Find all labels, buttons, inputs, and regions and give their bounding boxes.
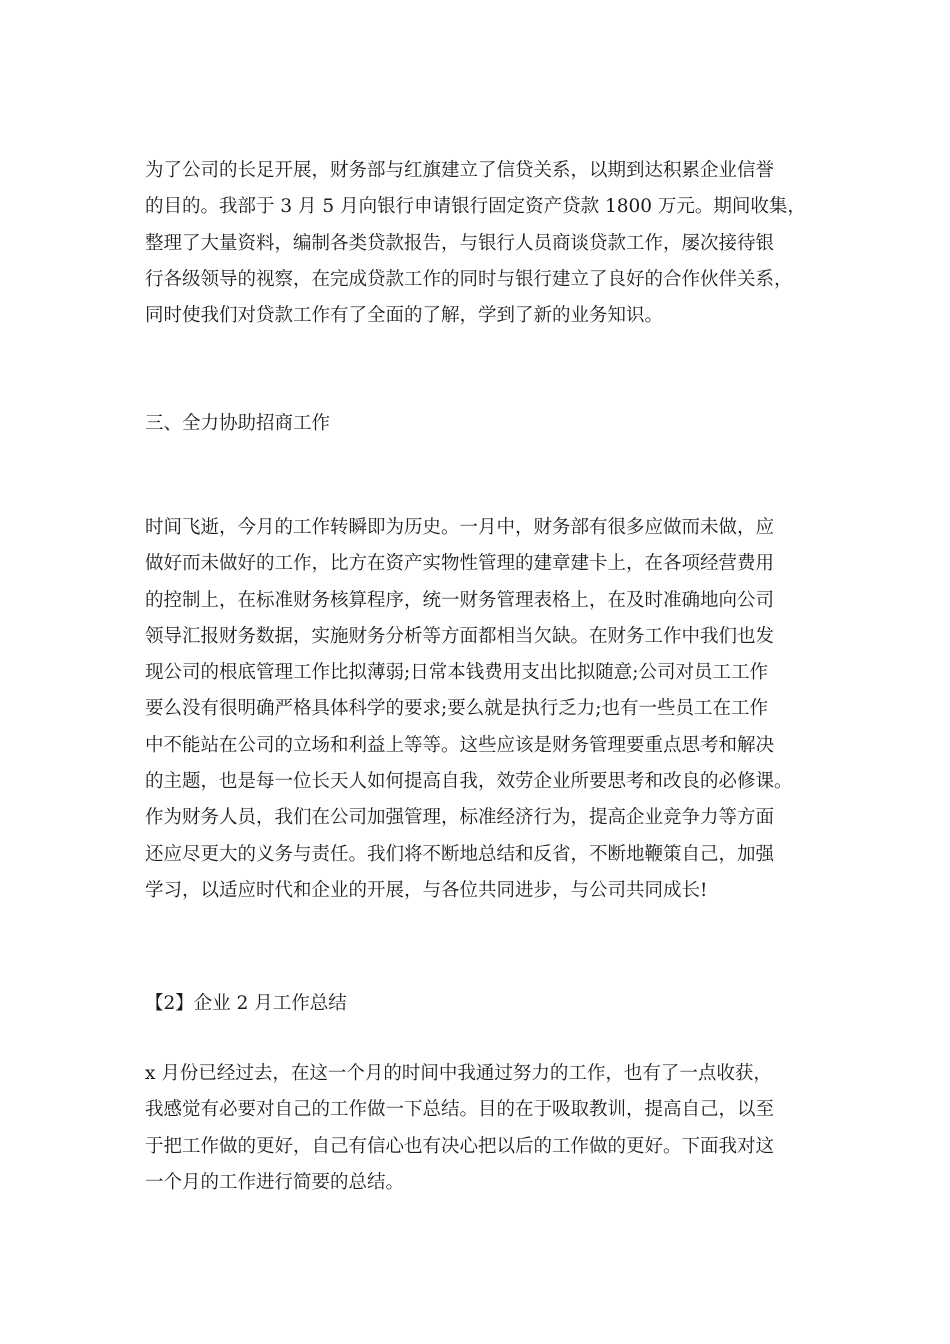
text-line: x 月份已经过去，在这一个月的时间中我通过努力的工作，也有了一点收获， [145,1063,772,1084]
text-line: 现公司的根底管理工作比拟薄弱;日常本钱费用支出比拟随意;公司对员工工作 [145,662,768,684]
text-line: 学习，以适应时代和企业的开展，与各位共同进步，与公司共同成长! [145,879,708,901]
text-line: 的控制上，在标准财务核算程序，统一财务管理表格上，在及时准确地向公司 [145,589,775,611]
text-line: 一个月的工作进行简要的总结。 [145,1171,405,1193]
text-line: 于把工作做的更好，自己有信心也有决心把以后的工作做的更好。下面我对这 [145,1135,775,1157]
text-line: 整理了大量资料，编制各类贷款报告，与银行人员商谈贷款工作，屡次接待银 [145,232,775,254]
text-line: 行各级领导的视察，在完成贷款工作的同时与银行建立了良好的合作伙伴关系， [145,268,793,290]
text-line: 作为财务人员，我们在公司加强管理，标准经济行为，提高企业竞争力等方面 [145,807,775,829]
paragraph-monthly-review [145,510,810,909]
text-line: 时间飞逝，今月的工作转瞬即为历史。一月中，财务部有很多应做而未做，应 [145,517,775,538]
text-line: 为了公司的长足开展，财务部与红旗建立了信贷关系，以期到达积累企业信誉 [145,160,775,181]
text-line: 要么没有很明确严格具体科学的要求;要么就是执行乏力;也有一些员工在工作 [145,698,768,720]
text-line: 做好而未做好的工作，比方在资产实物性管理的建章建卡上，在各项经营费用 [145,553,775,575]
text-line: 还应尽更大的义务与责任。我们将不断地总结和反省，不断地鞭策自己，加强 [145,843,775,865]
text-line: 领导汇报财务数据，实施财务分析等方面都相当欠缺。在财务工作中我们也发 [145,625,775,647]
section-heading-3: 三、全力协助招商工作 [145,413,331,434]
text-line: 同时使我们对贷款工作有了全面的了解，学到了新的业务知识。 [145,305,664,327]
section-heading-2: 【2】企业 2 月工作总结 [145,993,347,1014]
text-line: 我感觉有必要对自己的工作做一下总结。目的在于吸取教训，提高自己，以至 [145,1099,775,1121]
text-line: 的主题，也是每一位长天人如何提高自我，效劳企业所要思考和改良的必修课。 [145,771,793,793]
paragraph-credit-relations [145,153,810,334]
paragraph-february-summary [145,1056,810,1201]
text-line: 中不能站在公司的立场和利益上等等。这些应该是财务管理要重点思考和解决 [145,734,775,756]
text-line: 的目的。我部于 3 月 5 月向银行申请银行固定资产贷款 1800 万元。期间收集， [145,196,806,218]
